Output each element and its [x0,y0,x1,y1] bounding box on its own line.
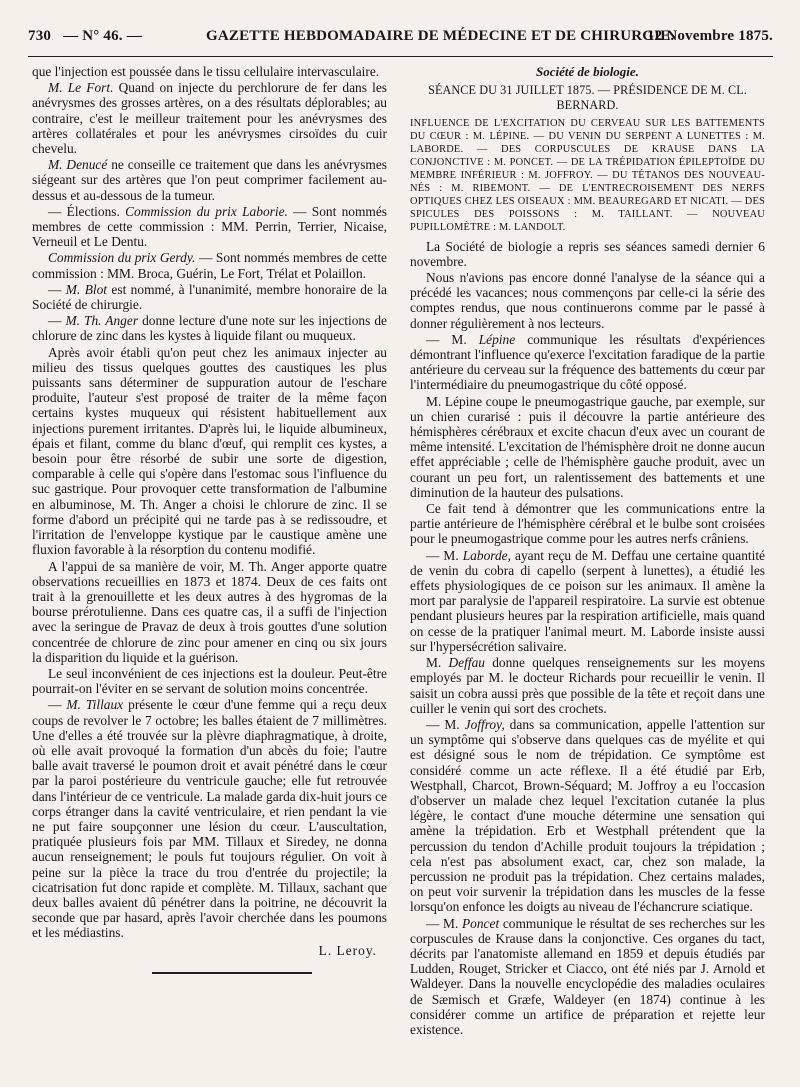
paragraph [32,250,387,280]
paragraph [32,204,387,250]
paragraph-lead: — M. [426,547,463,563]
paragraph [32,666,387,696]
speaker-name: M. Le Fort. [48,80,114,96]
paragraph-lead: — [48,313,66,329]
paragraph-text: Le seul inconvénient de ces injections est la douleur. Peut-être pourrait-on l'éviter en se servant de solution moins concentrée. [32,665,387,697]
paragraph-text: Nous n'avions pas encore donné l'analyse de la séance qui a précédé les vacances; nous commençons par celle-ci la série des comptes rendus, que nous continuerons comme par le passé à donner régulièrement à nos lecteurs. [410,270,765,331]
paragraph [410,916,765,1038]
paragraph-lead: — M. [426,716,465,732]
paragraph-lead: — M. [426,331,479,347]
paragraph [32,559,387,665]
paragraph-text: Quand on injecte du perchlorure de fer dans les anévrysmes des grosses artères, on a des résultats déplorables; au contraire, c'est le meilleur traitement pour les anévrysmes des artères collatérales et pour les anévrysmes cirsoïdes du cuir chevelu. [32,80,387,157]
issue-number: — N° 46. — [63,28,142,44]
paragraph-lead: — M. [426,915,462,931]
paragraph [410,394,765,500]
paragraph [32,157,387,203]
paragraph-text: A l'appui de sa manière de voir, M. Th. Anger apporte quatre observations recueillies en 1873 et 1874. Deux de ces faits ont trait à la grenouillette et les deux autres à des hygromas de la bourse prérotulienne. Dans ces quatre cas, il a suffi de l'injection avec la seringue de Pravaz de deux à trois gouttes d'une solution concentrée de chlorure de zinc pour amener en cinq ou six jours la disparition du liquide et la guérison. [32,558,387,665]
paragraph-lead: M. [426,655,449,671]
paragraph-text: M. Lépine coupe le pneumogastrique gauche, par exemple, sur un chien curarisé : puis il découvre la partie antérieure des hémisphères cérébraux et excite chacun d'eux avec un courant de même intensité. L'excitation de l'hémisphère droit ne donne aucun effet appréciable ; celle de l'hémisphère gauche produit, avec un courant un peu fort, un ralentissement des battements et une diminution de la hauteur des pulsations. [410,393,765,500]
paragraph [410,548,765,654]
paragraph [32,345,387,558]
speaker-name: M. Denucé [48,157,108,173]
paragraph [32,697,387,940]
speaker-name: Poncet [461,915,500,931]
paragraph-text: La Société de biologie a repris ses séances samedi dernier 6 novembre. [410,238,765,269]
paragraph [32,282,387,312]
paragraph [410,332,765,393]
end-rule [152,972,312,974]
paragraph [410,270,765,331]
paragraph-text: communique le résultat de ses recherches sur les corpuscules de Krause dans la conjonctive. Ces organes du tact, décrits par l'anatomiste allemand en 1859 et depuis étudiés par Ludden, Rouget, Stricker et Ciacco, ont été niés par J. Arnold et Waldeyer. Dans la nouvelle encyclopédie des maladies oculaires de Sæmisch et Græfe, Waldeyer (en 1874) continue à les considérer comme un artifice de préparation et rejette leur existence. [410,915,765,1037]
left-column [32,64,387,974]
paragraph-text: que l'injection est poussée dans le tissu cellulaire intervasculaire. [32,64,380,79]
paragraph [410,239,765,269]
right-column [410,64,765,1038]
speaker-name: Deffau [448,655,485,671]
paragraph [32,80,387,156]
paragraph-text: communique les résultats d'expériences démontrant l'influence qu'exerce l'excitation faradique de la partie antérieure du cerveau sur la fréquence des battements du cœur par l'intermédiaire du pneumogastrique du côté opposé. [410,331,766,393]
speaker-name: Commission du prix Laborie. [125,203,288,219]
paragraph-text: donne quelques renseignements sur les moyens employés par M. le docteur Richards pour recueillir le venin. Il saisit un cobra aussi près que possible de la tête et reçoit dans une cuiller le venin qui sort des crochets. [410,655,765,716]
paragraph-text: — Sont nommés membres de cette commission : MM. Perrin, Terrier, Nicaise, Verneuil et Le Dentu. [32,203,387,250]
paragraph-text: ayant reçu de M. Deffau une certaine quantité de venin du cobra di capello (serpent à lunettes), a étudié les effets physiologiques de ce poison sur les animaux. Il amène la mort par paralysie de l'appareil respiratoire. La survie est obtenue pendant plusieurs heures par la respiration artificielle, mais quand on cesse de la pratiquer l'animal meurt. M. Laborde insiste aussi sur l'hypersécrétion salivaire. [410,547,765,654]
paragraph [410,717,765,915]
issue-date: 12 Novembre 1875. [646,28,773,44]
paragraph-text: ne conseille ce traitement que dans les anévrysmes siégeant sur des artères que l'on peut comprimer facilement au-dessus et au-dessous de la tumeur. [32,157,387,203]
right-paragraphs [410,239,765,1038]
paragraph-text: Après avoir établi qu'on peut chez les animaux injecter au milieu des tissus quelques gouttes des caustiques les plus puissants sans déterminer de suppuration autour de l'eschare produite, l'auteur s'est proposé de traiter de la même façon certains kystes muqueux qui résistent habituellement aux injections purement irritantes. D'après lui, le liquide albumineux, épais et filant, comme du blanc d'œuf, qui remplit ces kystes, a besoin pour être résorbé de subir une sorte de digestion, comparable à celle qui s'opère dans l'estomac sous l'influence du suc gastrique. Pour provoquer cette transformation de l'albumine en albuminose, M. Th. Anger a choisi le chlorure de zinc. Il se forme d'abord un précipité qui ne tarde pas à se redissoudre, et l'irritation de l'enveloppe kystique par le caustique amène une fluxion favorable à la résorption du contenu modifié. [32,344,387,558]
left-paragraphs [32,64,387,941]
paragraph [410,501,765,547]
speaker-name: Lépine [478,331,516,347]
paragraph-text: présente le cœur d'une femme qui a reçu deux coups de revolver le 7 octobre; les balles étaient de 7 millimètres. Une d'elles a été trouvée sur la plèvre diaphragmatique, à droite, où elle avait provoqué la formation d'un abcès du foie; l'autre balle avait traversé le poumon droit et avait pénétré dans le cœur par la paroi postérieure du ventricule gauche; elle fut retrouvée dans l'intérieur de ce ventricule. La malade garda dix-huit jours ce corps étranger dans la cavité ventriculaire, et rien pendant la vie ne put faire soupçonner une lésion du cœur. L'auscultation, pratiquée plusieurs fois par MM. Tillaux et Siredey, ne donna aucun renseignement; le pouls fut toujours régulier. On voit à peine sur la pièce la trace du trou d'entrée du projectile; la cicatrisation fut donc rapide et complète. M. Tillaux, sachant que deux balles avaient dû pénétrer dans la poitrine, ne découvrit la seconde que par hasard, après l'avoir cherchée dans les poumons et les médiastins. [32,697,387,941]
session-summary: INFLUENCE DE L'EXCITATION DU CERVEAU SUR LES BATTEMENTS DU CŒUR : M. LÉPINE. — DU VENIN DU SERPENT A LUNETTES : M. LABORDE. — DES CORPUSCULES DE KRAUSE DANS LA CONJONCTIVE : M. PONCET. — DE LA TRÉPIDATION ÉPILEPTOÏDE DU MEMBRE INFÉRIEUR : M. JOFFROY. — DU TÉTANOS DES NOUVEAU-NÉS : M. RIBEMONT. — DE L'ENTRECROISEMENT DES NERFS OPTIQUES CHEZ LES OISEAUX : MM. BEAUREGARD ET NICATI. — DES SPICULES DES POISSONS : M. TAILLANT. — NOUVEAU PUPILLOMÈTRE : M. LANDOLT. [410,117,765,233]
speaker-name: Joffroy, [464,716,505,732]
paragraph-lead: — Élections. [48,203,126,219]
header-rule [28,56,773,57]
paragraph-text: dans sa communication, appelle l'attention sur un symptôme qui s'observe dans quelques cas de myélite et qui est désigné sous le nom de trépidation. Ce symptôme est considéré comme un acte réflexe. Il a été étudié par Erb, Westphall, Charcot, Brown-Séquard; M. Joffroy a eu l'occasion d'observer un malade chez lequel l'excitation cutanée la plus légère, le contact d'une mouche détermine une sensation qui amène la trépidation. Erb et Westphall prétendent que la percussion du tendon d'Achille produit toujours la trépidation ; cela n'est pas absolument exact, car, chez son malade, la percussion ne produit pas la trépidation. Chez certains malades, on peut voir survenir la trépidation dans les muscles de la fesse lorsqu'on enfonce les doigts au niveau de l'échancrure sciatique. [410,716,766,915]
section-title: Société de biologie. [536,64,639,79]
paragraph-text: donne lecture d'une note sur les injections de chlorure de zinc dans les kystes à liquide filant ou muqueux. [32,313,388,344]
paragraph [32,313,387,343]
paragraph [410,655,765,716]
speaker-name: M. Tillaux [66,697,124,713]
journal-title: GAZETTE HEBDOMADAIRE DE MÉDECINE ET DE CHIRURGIE. [206,28,675,44]
seance-line: SÉANCE DU 31 JUILLET 1875. — PRÉSIDENCE DE M. CL. BERNARD. [428,83,747,113]
speaker-name: Commission du prix Gerdy. [48,250,196,266]
paragraph [32,64,387,79]
paragraph-lead: — [48,281,66,297]
paragraph-text: — Sont nommés membres de cette commission : MM. Broca, Guérin, Le Fort, Trélat et Polaillon. [32,250,387,281]
speaker-name: M. Th. Anger [65,313,139,329]
paragraph-text: est nommé, à l'unanimité, membre honoraire de la Société de chirurgie. [32,281,388,313]
author-signature: L. Leroy. [318,942,377,958]
page-number: 730 [28,28,52,44]
page-header-left [28,28,142,45]
speaker-name: M. Blot [65,281,108,297]
paragraph-lead: — [48,697,67,713]
speaker-name: Laborde, [462,547,511,563]
paragraph-text: Ce fait tend à démontrer que les communications entre la partie antérieure de l'hémisphère cérébral et le bulbe sont croisées pour le pneumogastrique comme pour les autres nerfs crâniens. [410,501,765,547]
running-head [28,28,773,50]
